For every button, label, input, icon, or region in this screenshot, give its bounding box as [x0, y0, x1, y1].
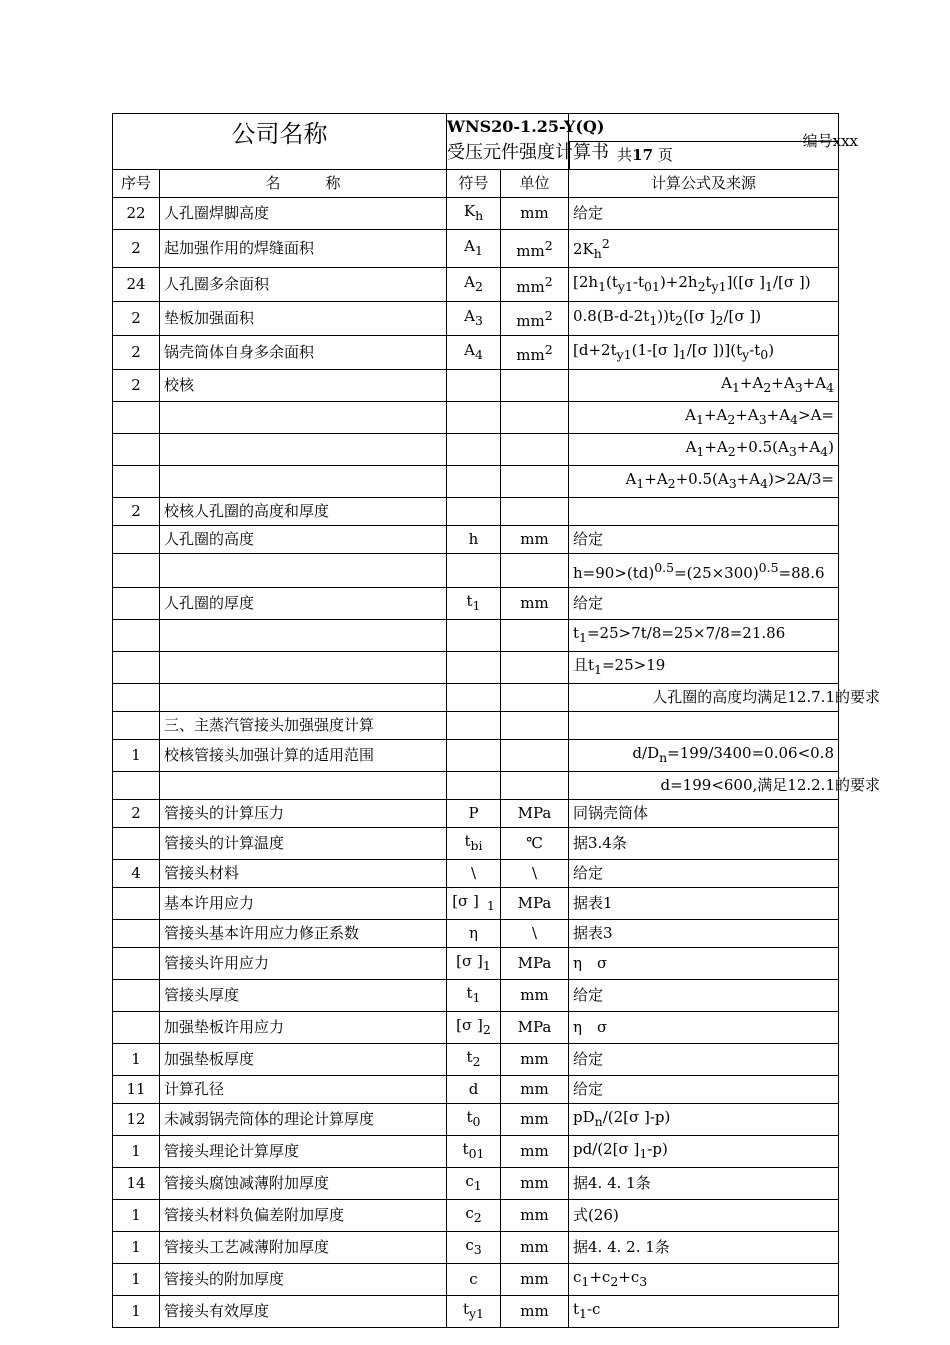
row-formula: 给定: [569, 1044, 839, 1076]
row-no: [113, 772, 160, 800]
row-unit: [501, 498, 569, 526]
row-symbol: $c_3$: [447, 1232, 501, 1264]
row-symbol: h: [447, 526, 501, 554]
row-formula: 给定: [569, 1076, 839, 1104]
table-row: [113, 1232, 839, 1264]
row-symbol: $K_h$: [447, 198, 501, 230]
row-symbol: [447, 740, 501, 772]
table-row: [113, 980, 839, 1012]
table-row: [113, 800, 839, 828]
row-formula: d=199<600,满足12.2.1的要求: [569, 772, 839, 800]
row-name: 校核管接头加强计算的适用范围: [160, 740, 447, 772]
row-symbol: [447, 712, 501, 740]
row-symbol: $t_1$: [447, 980, 501, 1012]
table-row: [113, 588, 839, 620]
table-row: [113, 620, 839, 652]
row-symbol: [447, 554, 501, 588]
row-unit: [501, 434, 569, 466]
row-no: 22: [113, 198, 160, 230]
row-formula: $d/D_n=199/3400=0.06<0.8$: [569, 740, 839, 772]
row-formula: [569, 712, 839, 740]
row-no: 12: [113, 1104, 160, 1136]
row-no: [113, 652, 160, 684]
row-unit: mm: [501, 1200, 569, 1232]
row-name: 管接头许用应力: [160, 948, 447, 980]
row-no: [113, 888, 160, 920]
row-unit: [501, 370, 569, 402]
row-unit: mm: [501, 198, 569, 230]
row-formula: 人孔圈的高度均满足12.7.1的要求: [569, 684, 839, 712]
row-no: [113, 588, 160, 620]
row-no: [113, 920, 160, 948]
row-formula: 给定: [569, 588, 839, 620]
row-symbol: c: [447, 1264, 501, 1296]
table-row: [113, 828, 839, 860]
col-header-no: 序号: [113, 170, 160, 198]
calculation-sheet: [112, 113, 880, 1328]
table-row: [113, 712, 839, 740]
row-formula: $t_1=25>7t/8=25\times 7/8=21.86$: [569, 620, 839, 652]
row-name: 管接头理论计算厚度: [160, 1136, 447, 1168]
row-formula: [$d+2t_{y1}(1-[\sigma$ ]$_1/[\sigma$ ])]$(t_y-t_0)$: [569, 336, 839, 370]
row-formula: 且$t_1=25>19$: [569, 652, 839, 684]
row-name: 锅壳筒体自身多余面积: [160, 336, 447, 370]
table-row: [113, 948, 839, 980]
table-row: [113, 302, 839, 336]
row-symbol: [447, 370, 501, 402]
row-no: 11: [113, 1076, 160, 1104]
row-unit: mm: [501, 1136, 569, 1168]
row-formula: $c_1+c_2+c_3$: [569, 1264, 839, 1296]
row-name: [160, 466, 447, 498]
row-name: 人孔圈的高度: [160, 526, 447, 554]
row-symbol: [447, 498, 501, 526]
table-row: [113, 1296, 839, 1328]
row-no: [113, 620, 160, 652]
page-count: 共17 页: [569, 142, 720, 169]
col-header-symbol: 符号: [447, 170, 501, 198]
row-symbol: η: [447, 920, 501, 948]
row-symbol: P: [447, 800, 501, 828]
table-row: [113, 1264, 839, 1296]
row-no: 1: [113, 1264, 160, 1296]
row-symbol: $A_1$: [447, 230, 501, 268]
row-no: 24: [113, 268, 160, 302]
row-unit: [501, 712, 569, 740]
row-no: 2: [113, 302, 160, 336]
row-no: 1: [113, 1296, 160, 1328]
row-unit: MPa: [501, 1012, 569, 1044]
row-symbol: $t_0$: [447, 1104, 501, 1136]
row-formula: 据表3: [569, 920, 839, 948]
row-formula: $A_1+A_2+A_3+A_4$: [569, 370, 839, 402]
table-row: [113, 268, 839, 302]
table-row: [113, 652, 839, 684]
row-symbol: [σ ]$_2$: [447, 1012, 501, 1044]
row-name: 管接头有效厚度: [160, 1296, 447, 1328]
table-row: [113, 1168, 839, 1200]
row-symbol: $t_{01}$: [447, 1136, 501, 1168]
row-symbol: \: [447, 860, 501, 888]
row-no: 2: [113, 230, 160, 268]
row-name: 校核人孔圈的高度和厚度: [160, 498, 447, 526]
row-unit: mm: [501, 1076, 569, 1104]
row-no: [113, 712, 160, 740]
row-name: 加强垫板许用应力: [160, 1012, 447, 1044]
row-unit: MPa: [501, 888, 569, 920]
row-formula: $t_1-c$: [569, 1296, 839, 1328]
row-no: 2: [113, 336, 160, 370]
row-formula: 式(26): [569, 1200, 839, 1232]
row-name: 加强垫板厚度: [160, 1044, 447, 1076]
row-name: 管接头腐蚀减薄附加厚度: [160, 1168, 447, 1200]
row-name: 垫板加强面积: [160, 302, 447, 336]
row-unit: $mm^2$: [501, 268, 569, 302]
row-unit: \: [501, 920, 569, 948]
row-name: 管接头厚度: [160, 980, 447, 1012]
row-unit: mm: [501, 1264, 569, 1296]
row-name: 管接头的计算压力: [160, 800, 447, 828]
row-symbol: $t_{bi}$: [447, 828, 501, 860]
row-name: [160, 554, 447, 588]
row-formula: η σ: [569, 948, 839, 980]
col-header-unit: 单位: [501, 170, 569, 198]
row-name: 管接头的计算温度: [160, 828, 447, 860]
table-row: [113, 230, 839, 268]
table-row: [113, 466, 839, 498]
row-symbol: [447, 434, 501, 466]
row-name: 管接头基本许用应力修正系数: [160, 920, 447, 948]
row-symbol: $c_2$: [447, 1200, 501, 1232]
table-row: [113, 684, 839, 712]
doc-number-cell: [569, 114, 858, 150]
row-unit: [501, 740, 569, 772]
row-unit: mm: [501, 1104, 569, 1136]
row-formula: 给定: [569, 980, 839, 1012]
row-name: 管接头材料负偏差附加厚度: [160, 1200, 447, 1232]
row-symbol: $A_3$: [447, 302, 501, 336]
row-name: 管接头工艺减薄附加厚度: [160, 1232, 447, 1264]
row-symbol: $t_2$: [447, 1044, 501, 1076]
row-unit: MPa: [501, 800, 569, 828]
row-unit: $mm^2$: [501, 230, 569, 268]
table-row: [113, 1136, 839, 1168]
row-formula: 给定: [569, 860, 839, 888]
row-no: [113, 402, 160, 434]
row-no: [113, 554, 160, 588]
row-unit: mm: [501, 1296, 569, 1328]
table-row: [113, 1012, 839, 1044]
row-unit: [501, 652, 569, 684]
row-symbol: $A_4$: [447, 336, 501, 370]
row-no: 1: [113, 1232, 160, 1264]
row-symbol: [447, 402, 501, 434]
row-name: 计算孔径: [160, 1076, 447, 1104]
table-row: [113, 1076, 839, 1104]
row-no: [113, 466, 160, 498]
row-unit: mm: [501, 588, 569, 620]
row-symbol: [σ ]$_1$: [447, 948, 501, 980]
row-unit: mm: [501, 1044, 569, 1076]
row-name: [160, 772, 447, 800]
row-name: 人孔圈的厚度: [160, 588, 447, 620]
row-unit: [501, 684, 569, 712]
row-no: 4: [113, 860, 160, 888]
row-no: 1: [113, 1044, 160, 1076]
row-symbol: [447, 466, 501, 498]
row-symbol: d: [447, 1076, 501, 1104]
row-name: 三、主蒸汽管接头加强强度计算: [160, 712, 447, 740]
table-row: [113, 888, 839, 920]
row-unit: $mm^2$: [501, 336, 569, 370]
row-unit: [501, 466, 569, 498]
row-formula: 给定: [569, 198, 839, 230]
row-formula: $h=90>(td)^{0.5}=(25\times 300)^{0.5}=88.6$: [569, 554, 839, 588]
row-formula: [569, 498, 839, 526]
document-title: 受压元件强度计算书: [447, 142, 609, 163]
row-formula: 据4. 4. 2. 1条: [569, 1232, 839, 1264]
row-no: [113, 828, 160, 860]
row-formula: $A_1+A_2+A_3+A_4>A=$: [569, 402, 839, 434]
table-row: [113, 370, 839, 402]
table-row: [113, 1104, 839, 1136]
row-name: 管接头材料: [160, 860, 447, 888]
row-symbol: [447, 620, 501, 652]
table-row: [113, 336, 839, 370]
row-symbol: $t_1$: [447, 588, 501, 620]
row-no: 1: [113, 1136, 160, 1168]
table-row: [113, 1200, 839, 1232]
row-formula: 据4. 4. 1条: [569, 1168, 839, 1200]
doc-title-block: [447, 114, 609, 170]
row-unit: [501, 620, 569, 652]
row-symbol: [σ ] $_1$: [447, 888, 501, 920]
row-formula: 据3.4条: [569, 828, 839, 860]
row-unit: $mm^2$: [501, 302, 569, 336]
row-no: 14: [113, 1168, 160, 1200]
table-row: [113, 554, 839, 588]
row-name: [160, 402, 447, 434]
table-row: [113, 434, 839, 466]
company-name: 公司名称: [113, 114, 447, 170]
row-formula: $0.8(B-d-2t_1))t_2([\sigma$ ]$_2/[\sigma$ ]): [569, 302, 839, 336]
row-unit: mm: [501, 1168, 569, 1200]
row-no: [113, 434, 160, 466]
row-no: [113, 526, 160, 554]
row-formula: $A_1+A_2+0.5(A_3+A_4)>2A/3=$: [569, 466, 839, 498]
row-no: 2: [113, 370, 160, 402]
row-unit: ℃: [501, 828, 569, 860]
row-name: 人孔圈多余面积: [160, 268, 447, 302]
row-formula: $2K_h^2$: [569, 230, 839, 268]
row-no: 1: [113, 740, 160, 772]
row-formula: $[2h_1(t_{y1}-t_{01})+2h_2t_{y1}]([\sigma$ ]$_1/[\sigma$ ]): [569, 268, 839, 302]
row-formula: pd/(2[σ ]$_1-p$): [569, 1136, 839, 1168]
row-no: [113, 1012, 160, 1044]
row-no: 2: [113, 800, 160, 828]
table-row: [113, 860, 839, 888]
table-row: [113, 498, 839, 526]
row-name: 起加强作用的焊缝面积: [160, 230, 447, 268]
row-name: 基本许用应力: [160, 888, 447, 920]
col-header-name: 名 称: [160, 170, 447, 198]
calculation-table: [112, 113, 880, 1328]
row-symbol: $A_2$: [447, 268, 501, 302]
row-no: 2: [113, 498, 160, 526]
model-number: WNS20-1.25-Y(Q): [447, 117, 605, 136]
page-count-cell: [569, 142, 839, 170]
row-formula: 同锅壳筒体: [569, 800, 839, 828]
row-no: [113, 684, 160, 712]
row-unit: mm: [501, 980, 569, 1012]
row-unit: MPa: [501, 948, 569, 980]
row-unit: [501, 554, 569, 588]
table-row: [113, 740, 839, 772]
row-name: [160, 434, 447, 466]
row-symbol: $c_1$: [447, 1168, 501, 1200]
row-no: [113, 980, 160, 1012]
row-symbol: [447, 684, 501, 712]
table-row: [113, 526, 839, 554]
row-name: [160, 684, 447, 712]
row-unit: [501, 772, 569, 800]
table-row: [113, 920, 839, 948]
row-no: [113, 948, 160, 980]
row-formula: η σ: [569, 1012, 839, 1044]
row-symbol: [447, 772, 501, 800]
row-name: [160, 652, 447, 684]
row-formula: 给定: [569, 526, 839, 554]
table-row: [113, 1044, 839, 1076]
row-name: [160, 620, 447, 652]
row-formula: $A_1+A_2+0.5(A_3+A_4)$: [569, 434, 839, 466]
row-name: 校核: [160, 370, 447, 402]
doc-number: 编号xxx: [802, 131, 858, 150]
row-symbol: $t_{y1}$: [447, 1296, 501, 1328]
row-formula: 据表1: [569, 888, 839, 920]
table-row: [113, 402, 839, 434]
row-name: 人孔圈焊脚高度: [160, 198, 447, 230]
table-row: [113, 198, 839, 230]
row-symbol: [447, 652, 501, 684]
row-unit: mm: [501, 1232, 569, 1264]
row-formula: $pD_n/(2[\sigma$ ]-p): [569, 1104, 839, 1136]
row-unit: mm: [501, 526, 569, 554]
row-no: 1: [113, 1200, 160, 1232]
row-name: 未减弱锅壳筒体的理论计算厚度: [160, 1104, 447, 1136]
row-unit: \: [501, 860, 569, 888]
table-row: [113, 772, 839, 800]
row-unit: [501, 402, 569, 434]
col-header-formula: 计算公式及来源: [569, 170, 839, 198]
row-name: 管接头的附加厚度: [160, 1264, 447, 1296]
